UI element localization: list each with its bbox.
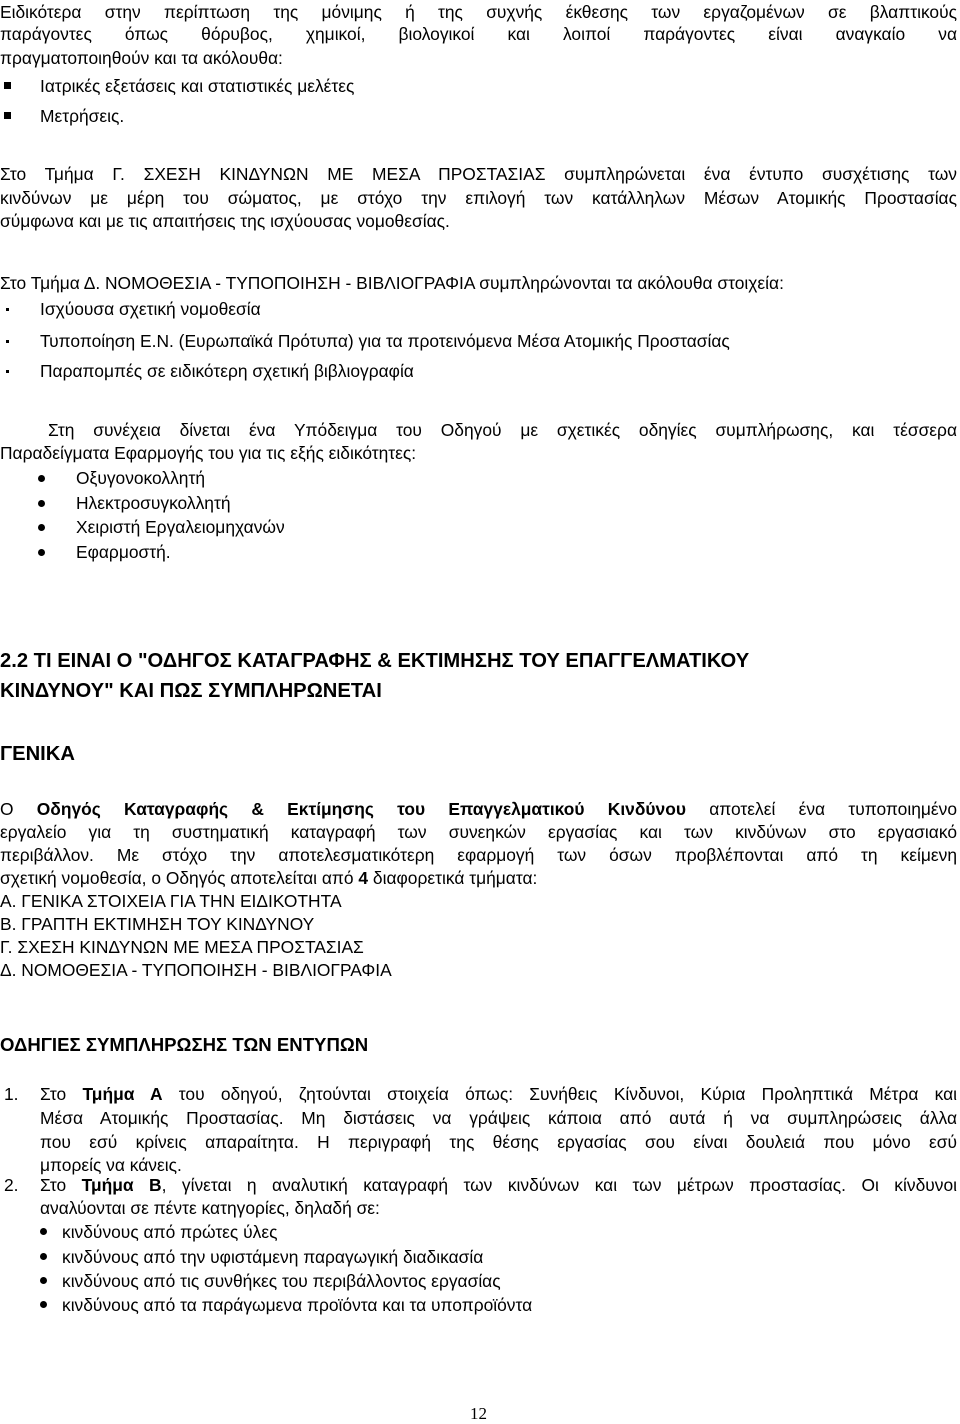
disc-bullet-icon bbox=[38, 549, 45, 556]
general-heading: ΓΕΝΙΚΑ bbox=[0, 743, 75, 765]
section-heading-line-2: ΚΙΝΔΥΝΟΥ" ΚΑΙ ΠΩΣ ΣΥΜΠΛΗΡΩΝΕΤΑΙ bbox=[0, 680, 382, 702]
list-item: Τυποποίηση Ε.Ν. (Ευρωπαϊκά Πρότυπα) για τα προτεινόμενα Μέσα Ατομικής Προστασίας bbox=[40, 331, 730, 351]
disc-bullet-icon bbox=[40, 1253, 47, 1260]
list-item: Εφαρμοστή. bbox=[76, 542, 171, 562]
list-item: Ηλεκτροσυγκολλητή bbox=[76, 493, 231, 513]
list-item: Οξυγονοκολλητή bbox=[76, 468, 205, 488]
section-list-item: Α. ΓΕΝΙΚΑ ΣΤΟΙΧΕΙΑ ΓΙΑ ΤΗΝ ΕΙΔΙΚΟΤΗΤΑ bbox=[0, 891, 342, 911]
item1-line-1: Στο Τμήμα Α του οδηγού, ζητούνται στοιχεία όπως: Συνήθεις Κίνδυνοι, Κύρια Προληπτικά Μέτρα και bbox=[40, 1084, 958, 1104]
disc-bullet-icon bbox=[38, 500, 45, 507]
section-g-line-2: κινδύνων με μέρη του σώματος, με στόχο την επιλογή των κατάλληλων Μέσων Ατομικής Προστασίας bbox=[0, 188, 957, 208]
square-bullet-icon bbox=[4, 112, 11, 119]
section-heading-line-1: 2.2 ΤΙ ΕΙΝΑΙ Ο "ΟΔΗΓΟΣ ΚΑΤΑΓΡΑΦΗΣ & ΕΚΤΙΜΗΣΗΣ ΤΟΥ ΕΠΑΓΓΕΛΜΑΤΙΚΟΥ bbox=[0, 650, 750, 672]
general-line-1: Ο Οδηγός Καταγραφής & Εκτίμησης του Επαγγελματικού Κινδύνου αποτελεί ένα τυποποιημένο bbox=[0, 799, 958, 819]
dot-bullet-icon bbox=[6, 308, 9, 311]
disc-bullet-icon bbox=[40, 1228, 47, 1235]
disc-bullet-icon bbox=[40, 1301, 47, 1308]
section-d-line: Στο Τμήμα Δ. ΝΟΜΟΘΕΣΙΑ - ΤΥΠΟΠΟΙΗΣΗ - ΒΙΒΛΙΟΓΡΑΦΙΑ συμπληρώνονται τα ακόλουθα στοιχεία: bbox=[0, 273, 784, 293]
intro-line-3: πραγματοποιηθούν και τα ακόλουθα: bbox=[0, 48, 283, 68]
general-line-4: σχετική νομοθεσία, ο Οδηγός αποτελείται από 4 διαφορετικά τμήματα: bbox=[0, 868, 538, 888]
disc-bullet-icon bbox=[38, 475, 45, 482]
list-item: κινδύνους από πρώτες ύλες bbox=[62, 1222, 278, 1242]
list-item: κινδύνους από τις συνθήκες του περιβάλλοντος εργασίας bbox=[62, 1271, 501, 1291]
list-item: Χειριστή Εργαλειομηχανών bbox=[76, 517, 285, 537]
section-g-line-3: σύμφωνα και με τις απαιτήσεις της ισχύουσας νομοθεσίας. bbox=[0, 211, 450, 231]
list-item: κινδύνους από την υφιστάμενη παραγωγική διαδικασία bbox=[62, 1247, 484, 1267]
item1-line-4: μπορείς να κάνεις. bbox=[40, 1155, 182, 1175]
section-list-item: Γ. ΣΧΕΣΗ ΚΙΝΔΥΝΩΝ ΜΕ ΜΕΣΑ ΠΡΟΣΤΑΣΙΑΣ bbox=[0, 937, 364, 957]
list-item: Μετρήσεις. bbox=[40, 106, 125, 126]
section-list-item: Δ. ΝΟΜΟΘΕΣΙΑ - ΤΥΠΟΠΟΙΗΣΗ - ΒΙΒΛΙΟΓΡΑΦΙΑ bbox=[0, 960, 392, 980]
section-list-item: Β. ΓΡΑΠΤΗ ΕΚΤΙΜΗΣΗ ΤΟΥ ΚΙΝΔΥΝΟΥ bbox=[0, 914, 315, 934]
intro-line-2: παράγοντες όπως θόρυβος, χημικοί, βιολογικοί και λοιποί παράγοντες είναι αναγκαίο να bbox=[0, 24, 957, 44]
general-line-2: εργαλείο για τη συστηματική καταγραφή των συνεηκών εργασίας και των κινδύνων στο εργασιακό bbox=[0, 822, 957, 842]
item1-line-3: που εσύ κρίνεις απαραίτητα. Η περιγραφή της θέσης εργασίας σου είναι δουλειά που μόνο εσύ bbox=[40, 1132, 957, 1152]
disc-bullet-icon bbox=[38, 524, 45, 531]
general-line-3: περιβάλλον. Με στόχο την αποτελεσματικότερη εφαρμογή των όσων προβλέπονται από τη κείμενη bbox=[0, 845, 957, 865]
list-item: Παραπομπές σε ειδικότερη σχετική βιβλιογραφία bbox=[40, 361, 414, 381]
dot-bullet-icon bbox=[6, 340, 9, 343]
next-line-1: Στη συνέχεια δίνεται ένα Υπόδειγμα του Οδηγού με σχετικές οδηγίες συμπλήρωσης, και τέσσερα bbox=[48, 420, 957, 440]
list-item: Ισχύουσα σχετική νομοθεσία bbox=[40, 299, 261, 319]
square-bullet-icon bbox=[4, 82, 11, 89]
item2-line-1: Στο Τμήμα Β, γίνεται η αναλυτική καταγραφή των κινδύνων και των μέτρων προστασίας. Οι κίνδυνοι bbox=[40, 1175, 957, 1195]
intro-line-1: Ειδικότερα στην περίπτωση της μόνιμης ή της συχνής έκθεσης των εργαζομένων σε βλαπτικούς bbox=[0, 2, 957, 22]
item2-line-2: αναλύονται σε πέντε κατηγορίες, δηλαδή σε: bbox=[40, 1198, 380, 1218]
item-number: 1. bbox=[4, 1084, 19, 1104]
next-line-2: Παραδείγματα Εφαρμογής του για τις εξής ειδικότητες: bbox=[0, 443, 417, 463]
disc-bullet-icon bbox=[40, 1277, 47, 1284]
item1-line-2: Μέσα Ατομικής Προστασίας. Μη διστάσεις να γράψεις κάποια από αυτά ή να συμπληρώσεις άλλα bbox=[40, 1108, 957, 1128]
item-number: 2. bbox=[4, 1175, 19, 1195]
instructions-heading: ΟΔΗΓΙΕΣ ΣΥΜΠΛΗΡΩΣΗΣ ΤΩΝ ΕΝΤΥΠΩΝ bbox=[0, 1034, 369, 1055]
list-item: Ιατρικές εξετάσεις και στατιστικές μελέτες bbox=[40, 76, 355, 96]
list-item: κινδύνους από τα παράγωμενα προϊόντα και τα υποπροϊόντα bbox=[62, 1295, 533, 1315]
dot-bullet-icon bbox=[6, 370, 9, 373]
section-g-line-1: Στο Τμήμα Γ. ΣΧΕΣΗ ΚΙΝΔΥΝΩΝ ΜΕ ΜΕΣΑ ΠΡΟΣΤΑΣΙΑΣ συμπληρώνεται ένα έντυπο συσχέτισης των bbox=[0, 164, 957, 184]
page-number: 12 bbox=[470, 1404, 487, 1423]
